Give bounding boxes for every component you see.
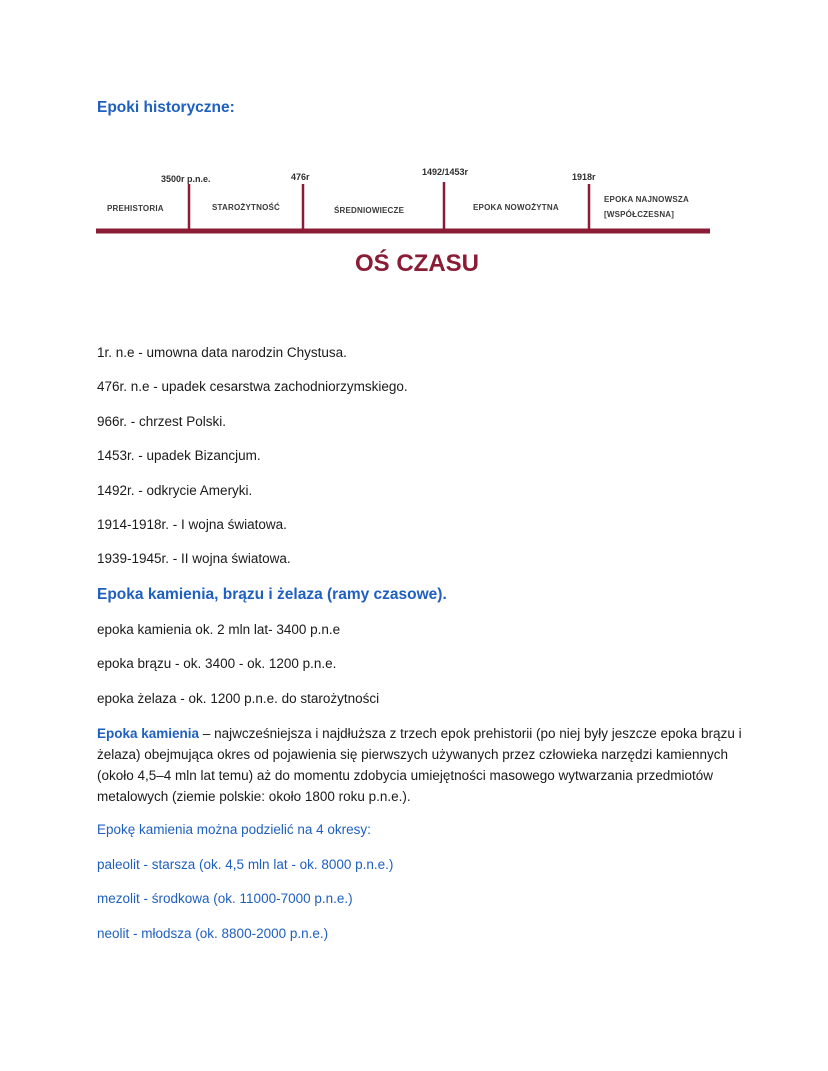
timeline-title: OŚ CZASU	[355, 250, 480, 277]
timeline-epoch-label: ŚREDNIOWIECZE	[334, 206, 405, 215]
event-line: 966r. - chrzest Polski.	[97, 414, 227, 429]
timeline-date: 3500r p.n.e.	[161, 174, 211, 184]
timeline-date: 1492/1453r	[422, 167, 469, 177]
timeline-epoch-label: EPOKA NOWOŻYTNA	[473, 203, 559, 212]
timeline-epoch-label: [WSPÓŁCZESNA]	[604, 210, 675, 219]
stone-age-paragraph	[97, 723, 742, 807]
section-heading-epochs: Epoki historyczne:	[97, 99, 235, 116]
section-heading-ages: Epoka kamienia, brązu i żelaza (ramy czasowe).	[97, 586, 447, 603]
timeline-epoch-label: PREHISTORIA	[107, 204, 164, 213]
period-line: mezolit - środkowa (ok. 11000-7000 p.n.e.)	[97, 891, 353, 906]
period-line: paleolit - starsza (ok. 4,5 mln lat - ok. 8000 p.n.e.)	[97, 857, 394, 872]
stone-age-lead: Epoka kamienia	[97, 726, 200, 741]
timeline-epoch-label: EPOKA NAJNOWSZA	[604, 195, 689, 204]
timeline-epoch-label: STAROŻYTNOŚĆ	[212, 203, 281, 212]
timeline-date: 476r	[291, 172, 310, 182]
event-line: 1939-1945r. - II wojna światowa.	[97, 551, 291, 566]
stone-age-text: – najwcześniejsza i najdłuższa z trzech epok prehistorii (po niej były jeszcze epoka brązu i żelaza) obejmująca okres od pojawienia się pierwszych używanych przez człowieka narzędzi kamiennych (około 4,5–4 mln lat temu) aż do momentu zdobycia umiejętności masowego wytwarzania przedmiotów metalowych (ziemie polskie: około 1800 roku p.n.e.).	[97, 726, 742, 804]
timeline-figure	[96, 160, 712, 282]
period-line: neolit - młodsza (ok. 8800-2000 p.n.e.)	[97, 926, 329, 941]
age-line: epoka brązu - ok. 3400 - ok. 1200 p.n.e.	[97, 656, 337, 671]
periods-intro: Epokę kamienia można podzielić na 4 okresy:	[97, 822, 371, 837]
event-line: 1453r. - upadek Bizancjum.	[97, 448, 261, 463]
event-line: 476r. n.e - upadek cesarstwa zachodniorzymskiego.	[97, 379, 408, 394]
event-line: 1r. n.e - umowna data narodzin Chystusa.	[97, 345, 347, 360]
age-line: epoka kamienia ok. 2 mln lat- 3400 p.n.e	[97, 622, 341, 637]
event-line: 1492r. - odkrycie Ameryki.	[97, 483, 253, 498]
event-line: 1914-1918r. - I wojna światowa.	[97, 517, 287, 532]
timeline-date: 1918r	[572, 172, 596, 182]
age-line: epoka żelaza - ok. 1200 p.n.e. do starożytności	[97, 691, 380, 706]
timeline-svg	[96, 160, 712, 282]
